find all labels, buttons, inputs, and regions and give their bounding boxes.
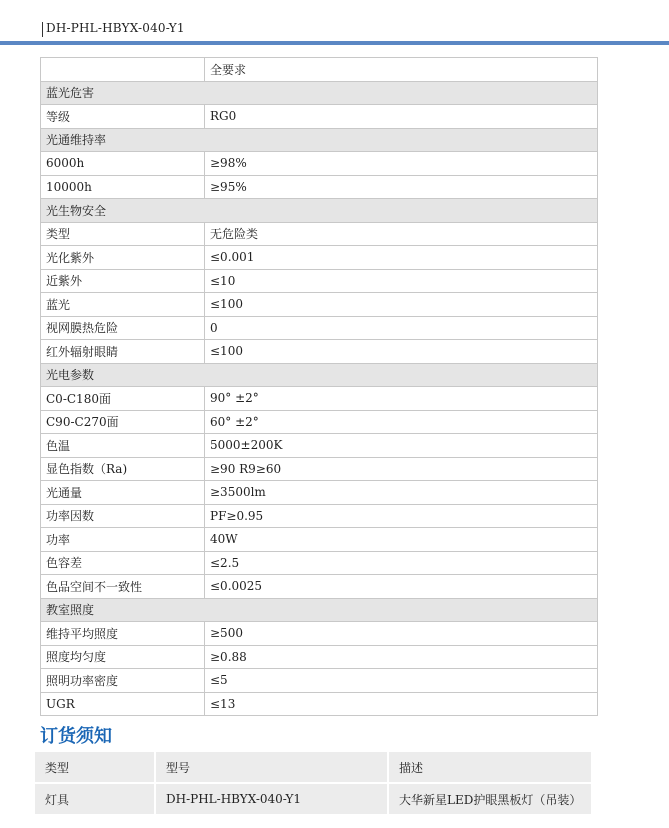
table-row xyxy=(41,410,598,434)
spec-label: 色温 xyxy=(41,434,205,458)
spec-label: 照明功率密度 xyxy=(41,669,205,693)
spec-value: 40W xyxy=(205,528,598,552)
table-row xyxy=(41,316,598,340)
section-row xyxy=(41,81,598,105)
section-row xyxy=(41,363,598,387)
table-row xyxy=(41,622,598,646)
spec-label: 维持平均照度 xyxy=(41,622,205,646)
order-column-header: 描述 xyxy=(389,752,593,784)
spec-value: ≤0.001 xyxy=(205,246,598,270)
table-row xyxy=(41,340,598,364)
spec-label: 显色指数（Ra) xyxy=(41,457,205,481)
table-row xyxy=(41,293,598,317)
spec-label: 等级 xyxy=(41,105,205,129)
spec-value: ≤100 xyxy=(205,293,598,317)
table-row xyxy=(41,246,598,270)
order-cell: DH-PHL-HBYX-040-Y1 xyxy=(156,784,389,816)
spec-label: 色品空间不一致性 xyxy=(41,575,205,599)
table-row xyxy=(41,504,598,528)
section-label: 教室照度 xyxy=(41,598,598,622)
spec-label: UGR xyxy=(41,692,205,716)
header-divider xyxy=(42,22,43,37)
table-row xyxy=(41,645,598,669)
spec-value: ≥90 R9≥60 xyxy=(205,457,598,481)
spec-label: 照度均匀度 xyxy=(41,645,205,669)
spec-label: 视网膜热危险 xyxy=(41,316,205,340)
order-header-row xyxy=(35,752,593,784)
order-column-header: 类型 xyxy=(35,752,156,784)
spec-value: ≤2.5 xyxy=(205,551,598,575)
order-cell: 灯具 xyxy=(35,784,156,816)
table-row xyxy=(41,434,598,458)
spec-value: ≥0.88 xyxy=(205,645,598,669)
spec-value: 60° ±2° xyxy=(205,410,598,434)
table-row xyxy=(41,457,598,481)
spec-value: ≤13 xyxy=(205,692,598,716)
spec-value: ≤5 xyxy=(205,669,598,693)
spec-value: PF≥0.95 xyxy=(205,504,598,528)
table-row xyxy=(41,669,598,693)
spec-value: ≤0.0025 xyxy=(205,575,598,599)
table-row xyxy=(41,575,598,599)
spec-label: 蓝光 xyxy=(41,293,205,317)
spec-value: ≤100 xyxy=(205,340,598,364)
spec-value: 0 xyxy=(205,316,598,340)
section-row xyxy=(41,128,598,152)
spec-value: ≥98% xyxy=(205,152,598,176)
document-code: DH-PHL-HBYX-040-Y1 xyxy=(46,21,185,35)
spec-value: 90° ±2° xyxy=(205,387,598,411)
spec-label: 红外辐射眼睛 xyxy=(41,340,205,364)
spec-value: RG0 xyxy=(205,105,598,129)
table-row xyxy=(41,105,598,129)
spec-value: ≤10 xyxy=(205,269,598,293)
table-row xyxy=(41,692,598,716)
spec-value: 5000±200K xyxy=(205,434,598,458)
order-row xyxy=(35,784,593,816)
table-row xyxy=(41,222,598,246)
section-row xyxy=(41,598,598,622)
table-row xyxy=(41,481,598,505)
section-row xyxy=(41,199,598,223)
spec-label: C0-C180面 xyxy=(41,387,205,411)
spec-value: 无危险类 xyxy=(205,222,598,246)
spec-label: 色容差 xyxy=(41,551,205,575)
spec-label: 近紫外 xyxy=(41,269,205,293)
spec-table xyxy=(40,57,598,716)
spec-label: 类型 xyxy=(41,222,205,246)
table-row xyxy=(41,175,598,199)
spec-label: 10000h xyxy=(41,175,205,199)
spec-label: 光通量 xyxy=(41,481,205,505)
section-label: 光通维持率 xyxy=(41,128,598,152)
table-row xyxy=(41,387,598,411)
table-row xyxy=(41,58,598,82)
order-table xyxy=(35,752,593,816)
spec-label: 光化紫外 xyxy=(41,246,205,270)
section-label: 光电参数 xyxy=(41,363,598,387)
spec-value: ≥500 xyxy=(205,622,598,646)
table-row xyxy=(41,269,598,293)
section-label: 蓝光危害 xyxy=(41,81,598,105)
section-label: 光生物安全 xyxy=(41,199,598,223)
spec-label xyxy=(41,58,205,82)
table-row xyxy=(41,152,598,176)
header-rule xyxy=(0,41,669,45)
table-row xyxy=(41,551,598,575)
order-section-title: 订货须知 xyxy=(40,726,112,747)
spec-value: 全要求 xyxy=(205,58,598,82)
spec-label: 功率 xyxy=(41,528,205,552)
spec-value: ≥95% xyxy=(205,175,598,199)
spec-value: ≥3500lm xyxy=(205,481,598,505)
spec-label: 功率因数 xyxy=(41,504,205,528)
spec-label: 6000h xyxy=(41,152,205,176)
spec-label: C90-C270面 xyxy=(41,410,205,434)
order-column-header: 型号 xyxy=(156,752,389,784)
table-row xyxy=(41,528,598,552)
order-cell: 大华新星LED护眼黑板灯（吊装） xyxy=(389,784,593,816)
page-header xyxy=(0,0,669,46)
